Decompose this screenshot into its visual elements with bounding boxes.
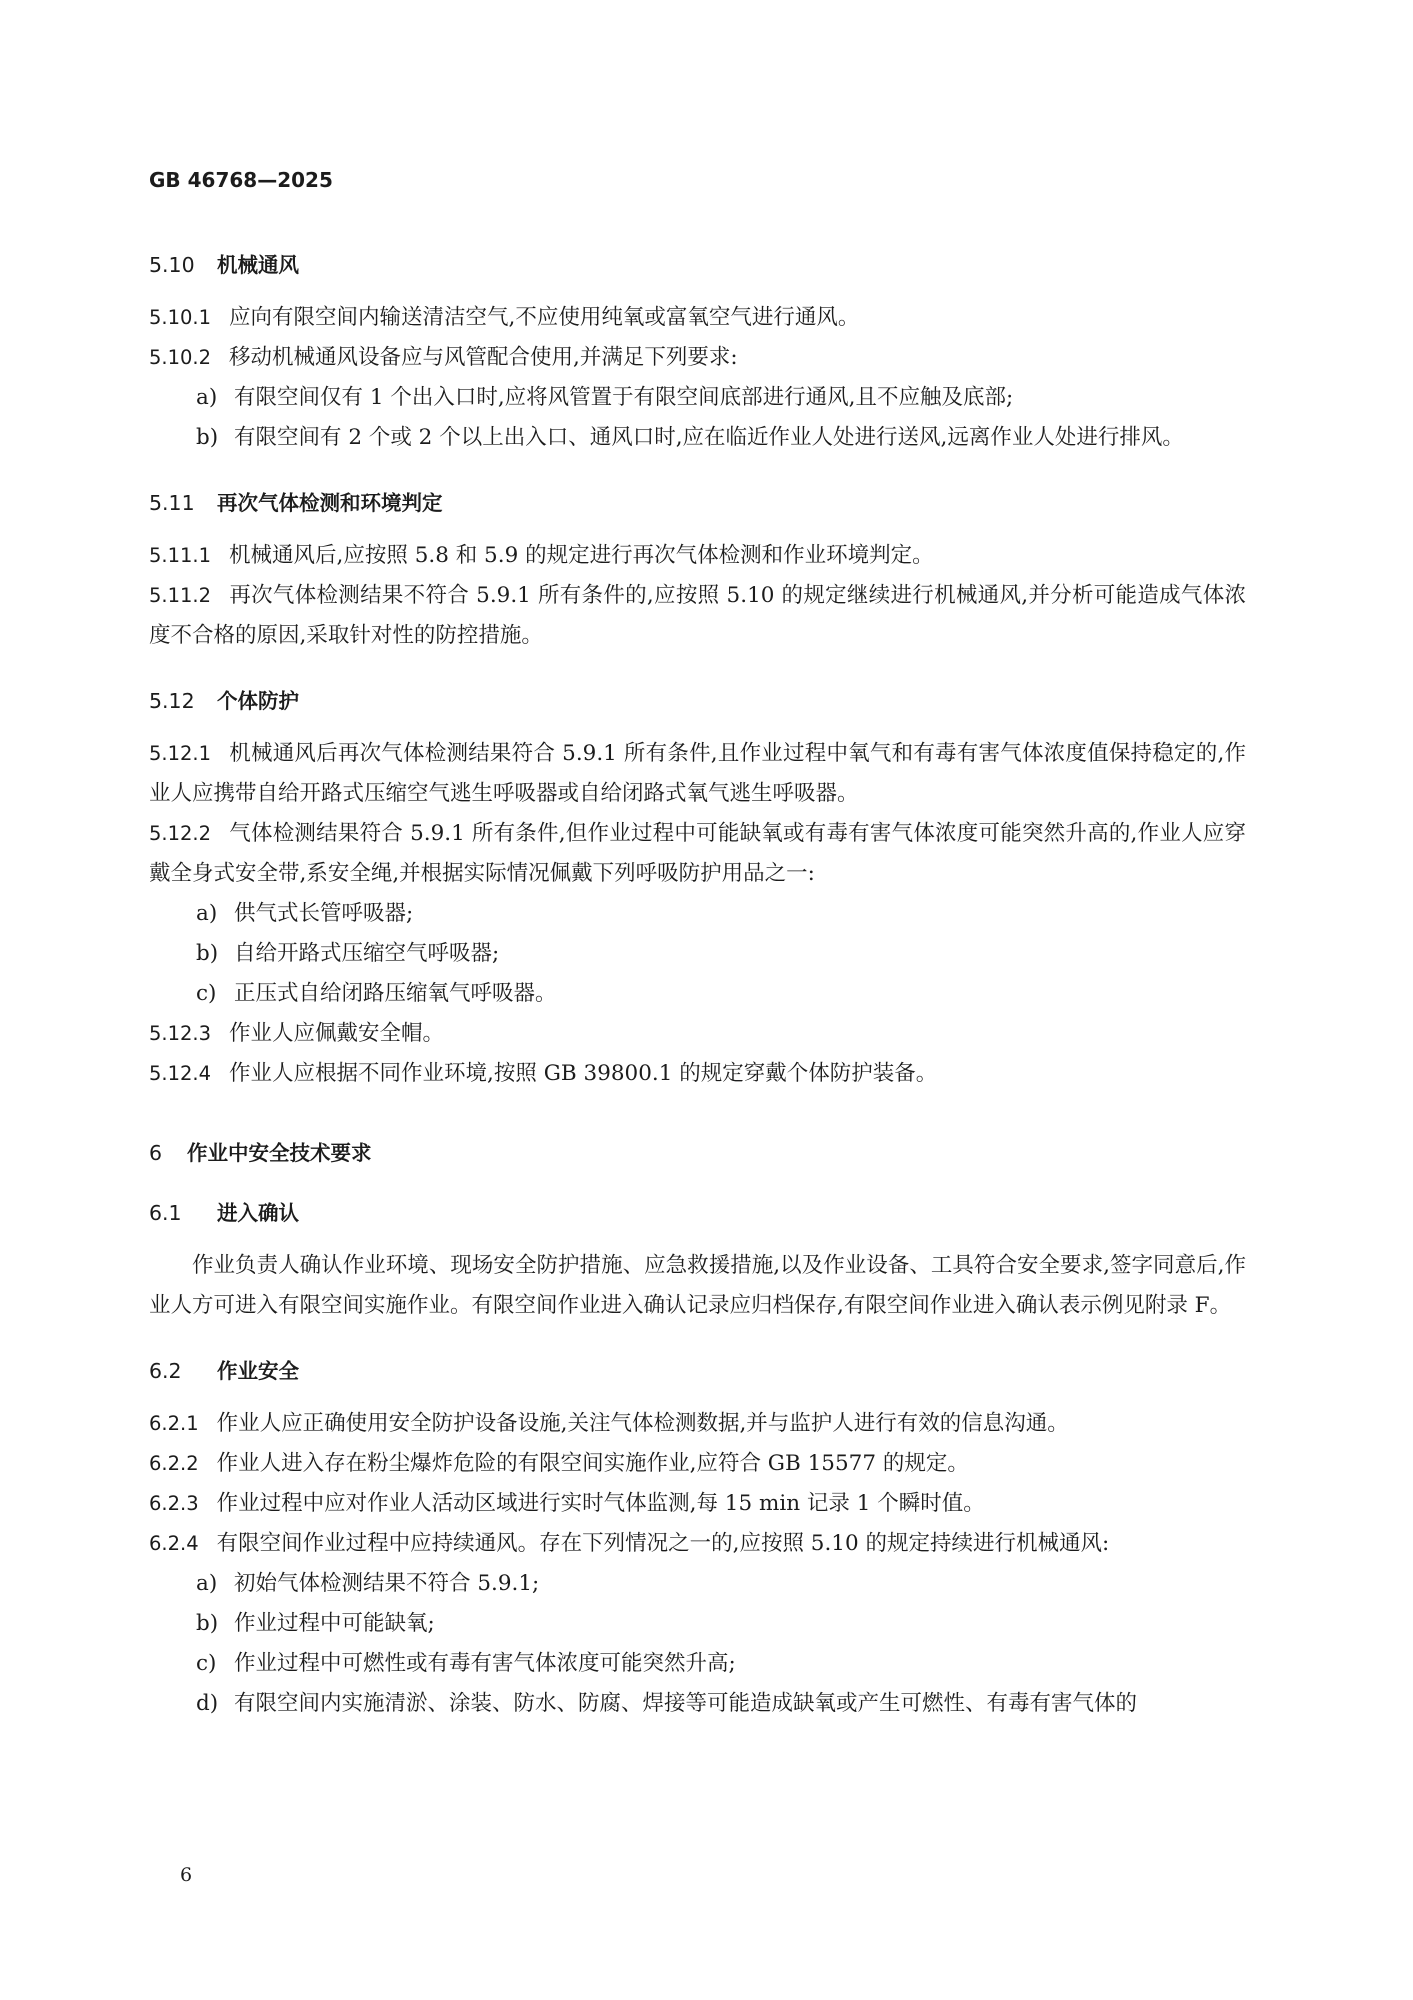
section-heading-6-2 bbox=[149, 1356, 1246, 1386]
section-heading-5-11 bbox=[149, 488, 1246, 518]
clause-5-10-2 bbox=[149, 338, 1246, 378]
section-title: 个体防护 bbox=[217, 689, 299, 713]
item-label: a) bbox=[196, 385, 218, 410]
section-number: 6.1 bbox=[149, 1201, 182, 1225]
item-label: a) bbox=[196, 901, 218, 926]
section-number: 5.10 bbox=[149, 253, 195, 277]
clause-5-10-1 bbox=[149, 298, 1246, 338]
section-heading-5-12 bbox=[149, 686, 1246, 716]
clause-text: 作业人应佩戴安全帽。 bbox=[229, 1021, 445, 1046]
clause-text: 有限空间作业过程中应持续通风。存在下列情况之一的,应按照 5.10 的规定持续进行机械通风: bbox=[216, 1531, 1110, 1556]
item-text: 有限空间仅有 1 个出入口时,应将风管置于有限空间底部进行通风,且不应触及底部; bbox=[234, 385, 1014, 410]
clause-6-2-2 bbox=[149, 1444, 1246, 1484]
list-item-a bbox=[196, 894, 1246, 934]
section-number: 5.12 bbox=[149, 689, 195, 713]
clause-number: 6.2.3 bbox=[149, 1492, 199, 1515]
item-text: 作业过程中可燃性或有毒有害气体浓度可能突然升高; bbox=[234, 1651, 736, 1676]
list-item-b bbox=[196, 1604, 1246, 1644]
clause-text: 再次气体检测结果不符合 5.9.1 所有条件的,应按照 5.10 的规定继续进行机械通风,并分析可能造成气体浓度不合格的原因,采取针对性的防控措施。 bbox=[149, 583, 1246, 648]
clause-5-12-4 bbox=[149, 1054, 1246, 1094]
clause-number: 6.2.1 bbox=[149, 1412, 199, 1435]
item-label: b) bbox=[196, 1611, 219, 1636]
clause-5-12-1 bbox=[149, 734, 1246, 814]
clause-5-11-2 bbox=[149, 576, 1246, 656]
clause-number: 6.2.2 bbox=[149, 1452, 199, 1475]
clause-6-2-1 bbox=[149, 1404, 1246, 1444]
list-item-c bbox=[196, 1644, 1246, 1684]
clause-text: 机械通风后再次气体检测结果符合 5.9.1 所有条件,且作业过程中氧气和有毒有害气体浓度值保持稳定的,作业人应携带自给开路式压缩空气逃生呼吸器或自给闭路式氧气逃生呼吸器。 bbox=[149, 741, 1246, 806]
section-number: 6.2 bbox=[149, 1359, 182, 1383]
page-content bbox=[149, 250, 1246, 1724]
list-item-d bbox=[196, 1684, 1246, 1724]
item-text: 自给开路式压缩空气呼吸器; bbox=[234, 941, 500, 966]
clause-text: 机械通风后,应按照 5.8 和 5.9 的规定进行再次气体检测和作业环境判定。 bbox=[229, 543, 934, 568]
clause-text: 作业人应正确使用安全防护设备设施,关注气体检测数据,并与监护人进行有效的信息沟通。 bbox=[216, 1411, 1069, 1436]
clause-number: 5.12.3 bbox=[149, 1022, 212, 1045]
clause-number: 5.10.1 bbox=[149, 306, 212, 329]
standard-number: GB 46768—2025 bbox=[149, 168, 333, 192]
chapter-heading-6 bbox=[149, 1138, 1246, 1168]
clause-5-11-1 bbox=[149, 536, 1246, 576]
item-text: 有限空间有 2 个或 2 个以上出入口、通风口时,应在临近作业人处进行送风,远离作业人处进行排风。 bbox=[234, 425, 1184, 450]
section-heading-5-10 bbox=[149, 250, 1246, 280]
clause-text: 作业人应根据不同作业环境,按照 GB 39800.1 的规定穿戴个体防护装备。 bbox=[229, 1061, 938, 1086]
clause-5-12-2 bbox=[149, 814, 1246, 894]
item-label: a) bbox=[196, 1571, 218, 1596]
chapter-title: 作业中安全技术要求 bbox=[187, 1141, 372, 1165]
list-item-a bbox=[196, 1564, 1246, 1604]
item-label: b) bbox=[196, 425, 219, 450]
item-label: d) bbox=[196, 1691, 219, 1716]
item-text: 作业过程中可能缺氧; bbox=[234, 1611, 435, 1636]
clause-6-2-4 bbox=[149, 1524, 1246, 1564]
chapter-number: 6 bbox=[149, 1141, 163, 1165]
list-item-b bbox=[196, 418, 1246, 458]
list-item-a bbox=[196, 378, 1246, 418]
section-title: 作业安全 bbox=[217, 1359, 299, 1383]
clause-text: 应向有限空间内输送清洁空气,不应使用纯氧或富氧空气进行通风。 bbox=[229, 305, 860, 330]
section-title: 进入确认 bbox=[217, 1201, 299, 1225]
list-item-c bbox=[196, 974, 1246, 1014]
clause-text: 气体检测结果符合 5.9.1 所有条件,但作业过程中可能缺氧或有毒有害气体浓度可能突然升高的,作业人应穿戴全身式安全带,系安全绳,并根据实际情况佩戴下列呼吸防护用品之一: bbox=[149, 821, 1246, 886]
section-title: 再次气体检测和环境判定 bbox=[217, 491, 443, 515]
clause-text: 移动机械通风设备应与风管配合使用,并满足下列要求: bbox=[229, 345, 738, 370]
section-title: 机械通风 bbox=[217, 253, 299, 277]
item-label: b) bbox=[196, 941, 219, 966]
clause-number: 5.11.1 bbox=[149, 544, 212, 567]
clause-text: 作业过程中应对作业人活动区域进行实时气体监测,每 15 min 记录 1 个瞬时值。 bbox=[216, 1491, 985, 1516]
item-label: c) bbox=[196, 1651, 217, 1676]
clause-number: 5.11.2 bbox=[149, 584, 212, 607]
item-label: c) bbox=[196, 981, 217, 1006]
page-number: 6 bbox=[180, 1864, 193, 1886]
item-text: 初始气体检测结果不符合 5.9.1; bbox=[234, 1571, 540, 1596]
clause-number: 5.12.1 bbox=[149, 742, 212, 765]
clause-number: 6.2.4 bbox=[149, 1532, 199, 1555]
section-6-1-text: 作业负责人确认作业环境、现场安全防护措施、应急救援措施,以及作业设备、工具符合安全要求,签字同意后,作业人方可进入有限空间实施作业。有限空间作业进入确认记录应归档保存,有限空间作业进入确认表示例见附录 F。 bbox=[149, 1253, 1246, 1318]
list-item-b bbox=[196, 934, 1246, 974]
clause-number: 5.10.2 bbox=[149, 346, 212, 369]
section-heading-6-1 bbox=[149, 1198, 1246, 1228]
clause-number: 5.12.2 bbox=[149, 822, 212, 845]
clause-6-2-3 bbox=[149, 1484, 1246, 1524]
clause-text: 作业人进入存在粉尘爆炸危险的有限空间实施作业,应符合 GB 15577 的规定。 bbox=[216, 1451, 969, 1476]
clause-5-12-3 bbox=[149, 1014, 1246, 1054]
clause-number: 5.12.4 bbox=[149, 1062, 212, 1085]
item-text: 有限空间内实施清淤、涂装、防水、防腐、焊接等可能造成缺氧或产生可燃性、有毒有害气体的 bbox=[234, 1691, 1138, 1716]
item-text: 供气式长管呼吸器; bbox=[234, 901, 414, 926]
section-number: 5.11 bbox=[149, 491, 195, 515]
item-text: 正压式自给闭路压缩氧气呼吸器。 bbox=[234, 981, 557, 1006]
